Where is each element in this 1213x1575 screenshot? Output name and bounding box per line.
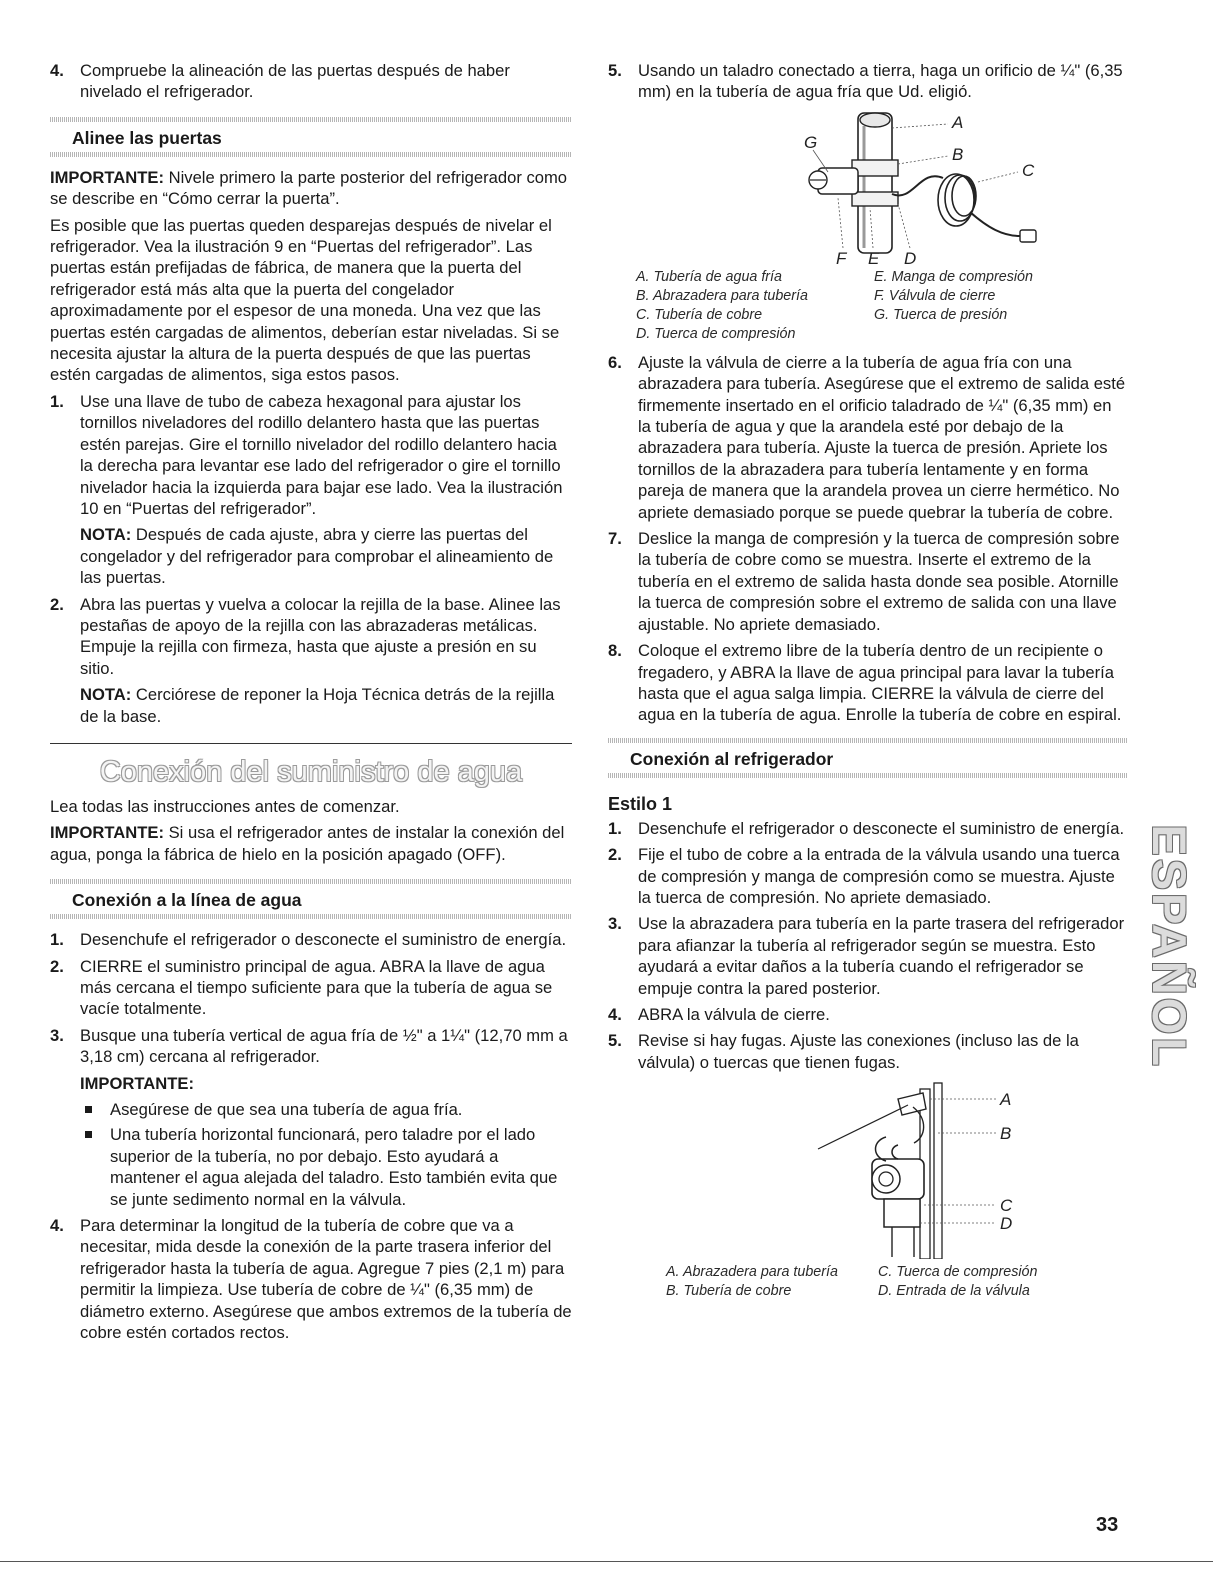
valve-step-7: 7. Deslice la manga de compresión y la tuerca de compresión sobre la tubería de cobre como se muestra. Inserte el extremo de la tubería en el extremo de salida hasta donde sea posible. Atornille la tuerca de compresión sobre el extremo de salida con una llave ajustable. No apriete demasiado.	[608, 529, 1120, 634]
language-side-tab: ESPAÑOL	[1142, 824, 1196, 1070]
bottom-rule	[0, 1561, 1213, 1562]
line-step-4: 4. Para determinar la longitud de la tubería de cobre que va a necesitar, mida desde la conexión de la parte trasera inferior del refrigerador hasta la tubería de agua. Agregue 7 pies (2,1 m) para permitir la limpieza. Use tubería de cobre de ¼" (6,35 mm) de diámetro externo. Asegúrese que ambos extremos de la tubería de cobre estén cortados rectos.	[50, 1216, 572, 1343]
fridge-step-5: 5. Revise si hay fugas. Ajuste las conexiones (incluso las de la válvula) o tuercas que tienen fugas.	[608, 1031, 1079, 1072]
line-step-3: 3. Busque una tubería vertical de agua fría de ½" a 1¼" (12,70 mm a 3,18 cm) cercana al refrigerador. IMPORTANTE: Asegúrese de que sea una tubería de agua fría. Una tubería horizontal funcionará, pero taladre por el lado superior de la tubería, no por debajo. Esto ayudará a mantener el agua alejada del taladro. Esto también evita que se junte sedimento normal en la válvula.	[50, 1025, 572, 1210]
align-step-2-note: NOTA: Cerciórese de reponer la Hoja Técnica detrás de la rejilla de la base.	[80, 685, 555, 726]
align-doors-heading: Alinee las puertas	[50, 117, 572, 157]
fridge-connection-heading: Conexión al refrigerador	[608, 738, 1128, 778]
fridge-step-4: 4. ABRA la válvula de cierre.	[608, 1004, 830, 1024]
left-column	[50, 60, 572, 1349]
align-step-1-note: NOTA: Después de cada ajuste, abra y cierre las puertas del congelador y del refrigerador para comprobar el alineamiento de las puertas.	[80, 525, 554, 588]
fig2-label-c: C	[1000, 1196, 1013, 1216]
line-step-1: 1. Desenchufe el refrigerador o desconecte el suministro de energía.	[50, 930, 567, 950]
line-step-3-important: IMPORTANTE:	[80, 1073, 194, 1093]
water-supply-title: Conexión del suministro de agua	[99, 755, 523, 788]
fig1-label-a: A	[952, 112, 964, 132]
fig2-label-d: D	[1000, 1214, 1013, 1234]
read-instructions: Lea todas las instrucciones antes de comenzar.	[50, 796, 400, 816]
valve-inlet-illustration	[658, 1079, 1078, 1259]
fridge-step-3: 3. Use la abrazadera para tubería en la parte trasera del refrigerador para afianzar la tubería al refrigerador según se muestra. Esto ayudará a evitar daños a la tubería cuando el refrigerador se empuje contra la pared posterior.	[608, 914, 1125, 998]
page-number: 33	[1096, 1514, 1119, 1536]
fig1-label-f: F	[836, 248, 847, 268]
align-step-2: 2. Abra las puertas y vuelva a colocar la rejilla de la base. Alinee las pestañas de apoyo de la rejilla con las abrazaderas metálicas. Empuje la rejilla con firmeza, hasta que ajuste a presión en su sitio. NOTA: Cerciórese de reponer la Hoja Técnica detrás de la rejilla de la base.	[50, 594, 572, 727]
align-paragraph: Es posible que las puertas queden desparejas después de nivelar el refrigerador. Vea la ilustración 9 en “Puertas del refrigerador”. Las puertas están prefijadas de fábrica, de manera que la puerta del refrigerador está más alta que la puerta del congelador aproximadamente por el espesor de una moneda. Una vez que las puertas estén cargadas de alimentos, deberían estar niveladas. Si se necesita ajustar la altura de la puerta después de que las puertas estén cargadas de alimentos, siga estos pasos.	[50, 215, 560, 385]
water-line-heading: Conexión a la línea de agua	[50, 879, 572, 919]
fig1-label-b: B	[952, 144, 964, 164]
fridge-step-1: 1. Desenchufe el refrigerador o desconecte el suministro de energía.	[608, 818, 1125, 838]
door-check-step: 4. Compruebe la alineación de las puertas después de haber nivelado el refrigerador.	[50, 61, 510, 102]
bullet-item: Una tubería horizontal funcionará, pero taladre por el lado superior de la tubería, no por debajo. Esto ayudará a mantener el agua alejada del taladro. Esto también evita que se junte sedimento normal en la válvula.	[80, 1124, 572, 1210]
shutoff-valve-illustration	[658, 108, 1078, 268]
align-step-1: 1. Use una llave de tubo de cabeza hexagonal para ajustar los tornillos niveladores del rodillo delantero hasta que las puertas estén parejas. Gire el tornillo nivelador del rodillo delantero hacia la derecha para levantar ese lado del refrigerador o gire el tornillo nivelador hacia la izquierda para bajar ese lado. Vea la ilustración 10 en “Puertas del refrigerador”. NOTA: Después de cada ajuste, abra y cierre las puertas del congelador y del refrigerador para comprobar el alineamiento de las puertas.	[50, 391, 572, 589]
fig1-label-c: C	[1022, 160, 1035, 180]
fridge-step-2: 2. Fije el tubo de cobre a la entrada de la válvula usando una tuerca de compresión y manga de compresión como se muestra. Ajuste la tuerca de compresión. No apriete demasiado.	[608, 845, 1120, 907]
valve-step-6: 6. Ajuste la válvula de cierre a la tubería de agua fría con una abrazadera para tubería. Asegúrese que el extremo de salida esté firmemente insertado en el orificio taladrado de ¼" (6,35 mm) en la tubería de agua y que la arandela esté por debajo de la abrazadera para tubería. Ajuste la tuerca de presión. Apriete los tornillos de la abrazadera para tubería lentamente y en forma pareja de manera que la arandela provea un cierre hermético. No apriete demasiado porque se puede quebrar la tubería de cobre.	[608, 352, 1126, 522]
bullet-item: Asegúrese de que sea una tubería de agua fría.	[80, 1099, 572, 1120]
right-column	[608, 60, 1128, 1309]
drill-step: 5. Usando un taladro conectado a tierra, haga un orificio de ¼" (6,35 mm) en la tubería de agua fría que Ud. eligió.	[608, 61, 1123, 102]
fig1-label-e: E	[868, 248, 880, 268]
water-important: IMPORTANTE: Si usa el refrigerador antes de instalar la conexión del agua, ponga la fábrica de hielo en la posición apagado (OFF).	[50, 823, 565, 864]
align-important: IMPORTANTE: Nivele primero la parte posterior del refrigerador como se describe en “Cómo cerrar la puerta”.	[50, 167, 568, 209]
fig2-label-b: B	[1000, 1124, 1012, 1144]
fig1-captions: A. Tubería de agua fría B. Abrazadera para tubería C. Tubería de cobre D. Tuerca de compresión E. Manga de compresión F. Válvula de cierre G. Tuerca de presión	[636, 268, 1033, 342]
fig2-label-a: A	[1000, 1090, 1012, 1110]
valve-step-8: 8. Coloque el extremo libre de la tubería dentro de un recipiente o fregadero, y ABRA la llave de agua principal para lavar la tubería hasta que el agua salga limpia. CIERRE la válvula de cierre del agua en la tubería de agua. Enrolle la tubería de cobre en espiral.	[608, 641, 1122, 725]
fig1-label-g: G	[804, 132, 818, 152]
fig2-captions: A. Abrazadera para tubería B. Tubería de cobre C. Tuerca de compresión D. Entrada de la válvula	[666, 1264, 1038, 1300]
style-1-heading: Estilo 1	[608, 793, 673, 814]
fig1-label-d: D	[904, 248, 917, 268]
section-divider	[50, 743, 572, 744]
line-step-2: 2. CIERRE el suministro principal de agua. ABRA la llave de agua más cercana el tiempo suficiente para que la tubería de agua se vacíe totalmente.	[50, 956, 553, 1019]
